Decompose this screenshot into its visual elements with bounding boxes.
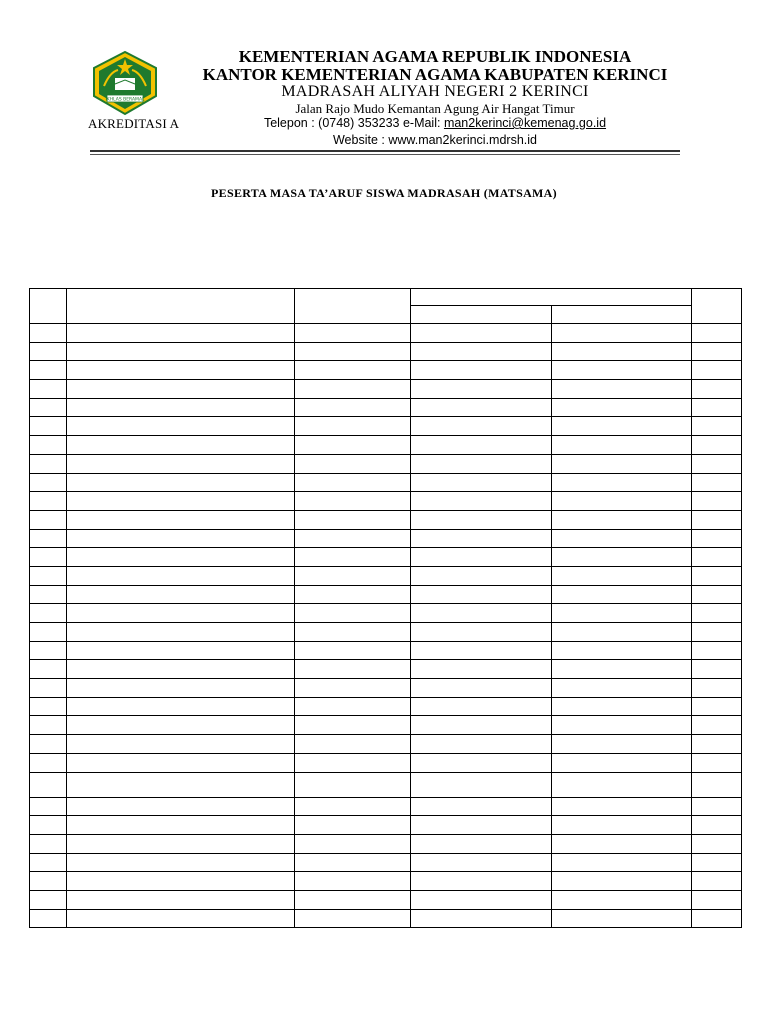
- table-cell: [552, 753, 692, 772]
- table-cell: [30, 890, 67, 909]
- table-cell: [692, 342, 742, 361]
- table-cell: [67, 753, 295, 772]
- header-cell: [692, 289, 742, 324]
- table-cell: [411, 510, 552, 529]
- table-row: [30, 753, 742, 772]
- table-cell: [692, 909, 742, 928]
- table-cell: [67, 398, 295, 417]
- table-cell: [411, 585, 552, 604]
- table-cell: [67, 872, 295, 891]
- table-cell: [552, 816, 692, 835]
- table-cell: [552, 454, 692, 473]
- table-cell: [295, 909, 411, 928]
- table-cell: [67, 816, 295, 835]
- table-cell: [692, 361, 742, 380]
- website-line: Website : www.man2kerinci.mdrsh.id: [332, 133, 537, 147]
- table-cell: [67, 890, 295, 909]
- table-cell: [552, 566, 692, 585]
- table-cell: [692, 454, 742, 473]
- table-cell: [411, 454, 552, 473]
- table-cell: [30, 324, 67, 343]
- table-row: [30, 853, 742, 872]
- table-cell: [692, 529, 742, 548]
- table-cell: [692, 890, 742, 909]
- table-cell: [30, 853, 67, 872]
- table-row: [30, 398, 742, 417]
- table-cell: [67, 510, 295, 529]
- table-cell: [552, 716, 692, 735]
- table-cell: [67, 380, 295, 399]
- table-cell: [411, 380, 552, 399]
- table-cell: [67, 566, 295, 585]
- table-row: [30, 816, 742, 835]
- table-cell: [67, 361, 295, 380]
- table-row: [30, 834, 742, 853]
- table-cell: [67, 436, 295, 455]
- table-cell: [30, 473, 67, 492]
- header-cell: [411, 289, 692, 306]
- table-cell: [552, 853, 692, 872]
- table-cell: [411, 548, 552, 567]
- table-cell: [552, 834, 692, 853]
- table-row: [30, 492, 742, 511]
- table-cell: [67, 417, 295, 436]
- table-cell: [30, 797, 67, 816]
- table-cell: [67, 660, 295, 679]
- table-cell: [692, 872, 742, 891]
- table-cell: [552, 623, 692, 642]
- table-cell: [692, 324, 742, 343]
- contact-line: [170, 116, 700, 130]
- table-cell: [295, 529, 411, 548]
- table-cell: [67, 585, 295, 604]
- table-cell: [411, 872, 552, 891]
- table-cell: [552, 436, 692, 455]
- table-cell: [295, 604, 411, 623]
- ministry-logo: [90, 50, 160, 116]
- table-cell: [295, 753, 411, 772]
- table-cell: [30, 909, 67, 928]
- table-cell: [552, 604, 692, 623]
- table-row: [30, 660, 742, 679]
- table-cell: [552, 510, 692, 529]
- table-cell: [67, 454, 295, 473]
- table-cell: [30, 436, 67, 455]
- table-cell: [692, 585, 742, 604]
- table-cell: [552, 473, 692, 492]
- letterhead-rule-thin: [90, 154, 680, 155]
- table-cell: [295, 834, 411, 853]
- table-cell: [30, 342, 67, 361]
- table-cell: [411, 417, 552, 436]
- table-cell: [295, 797, 411, 816]
- table-cell: [692, 623, 742, 642]
- table-cell: [692, 679, 742, 698]
- table-row: [30, 697, 742, 716]
- svg-text:IKHLAS BERAMAL: IKHLAS BERAMAL: [105, 97, 145, 103]
- address: Jalan Rajo Mudo Kemantan Agung Air Hangat Timur: [295, 101, 575, 116]
- table-cell: [411, 324, 552, 343]
- table-cell: [411, 473, 552, 492]
- table-cell: [67, 641, 295, 660]
- table-cell: [67, 548, 295, 567]
- table-cell: [692, 492, 742, 511]
- table-cell: [30, 510, 67, 529]
- table-cell: [552, 548, 692, 567]
- header-cell: [30, 289, 67, 324]
- table-cell: [30, 716, 67, 735]
- table-row: [30, 604, 742, 623]
- table-row: [30, 324, 742, 343]
- table-cell: [411, 660, 552, 679]
- table-cell: [411, 697, 552, 716]
- header-cell: [552, 306, 692, 324]
- table-cell: [552, 492, 692, 511]
- table-row: [30, 679, 742, 698]
- table-cell: [30, 623, 67, 642]
- table-cell: [295, 816, 411, 835]
- table-row: [30, 380, 742, 399]
- school-name: MADRASAH ALIYAH NEGERI 2 KERINCI: [281, 83, 589, 100]
- table-cell: [30, 417, 67, 436]
- table-cell: [411, 753, 552, 772]
- table-cell: [67, 623, 295, 642]
- table-cell: [30, 548, 67, 567]
- table-cell: [411, 566, 552, 585]
- table-cell: [30, 772, 67, 797]
- participant-table: [29, 288, 742, 928]
- table-cell: [692, 604, 742, 623]
- table-cell: [552, 735, 692, 754]
- table-cell: [552, 380, 692, 399]
- table-cell: [692, 753, 742, 772]
- table-cell: [295, 548, 411, 567]
- table-cell: [692, 853, 742, 872]
- table-cell: [692, 417, 742, 436]
- table-cell: [30, 753, 67, 772]
- table-cell: [692, 834, 742, 853]
- table-row: [30, 585, 742, 604]
- table-cell: [552, 890, 692, 909]
- table-cell: [295, 890, 411, 909]
- table-cell: [411, 641, 552, 660]
- table-header-row: [30, 289, 742, 306]
- table-cell: [295, 492, 411, 511]
- header-cell: [295, 289, 411, 324]
- table-cell: [552, 361, 692, 380]
- table-cell: [692, 548, 742, 567]
- table-row: [30, 436, 742, 455]
- table-cell: [30, 735, 67, 754]
- table-row: [30, 872, 742, 891]
- table-cell: [552, 529, 692, 548]
- table-cell: [67, 492, 295, 511]
- table-cell: [295, 454, 411, 473]
- table-cell: [295, 872, 411, 891]
- table-cell: [67, 473, 295, 492]
- table-cell: [67, 697, 295, 716]
- table-cell: [295, 342, 411, 361]
- table-cell: [295, 566, 411, 585]
- letterhead-rule-thick: [90, 150, 680, 152]
- table-cell: [411, 361, 552, 380]
- table-cell: [30, 492, 67, 511]
- table-row: [30, 641, 742, 660]
- table-cell: [552, 909, 692, 928]
- table-cell: [30, 454, 67, 473]
- table-cell: [67, 909, 295, 928]
- table-row: [30, 342, 742, 361]
- table-cell: [552, 660, 692, 679]
- table-cell: [692, 473, 742, 492]
- table-cell: [411, 890, 552, 909]
- table-cell: [411, 735, 552, 754]
- table-cell: [30, 529, 67, 548]
- table-cell: [67, 853, 295, 872]
- table-cell: [30, 660, 67, 679]
- table-cell: [411, 716, 552, 735]
- table-cell: [411, 398, 552, 417]
- table-cell: [30, 872, 67, 891]
- table-row: [30, 797, 742, 816]
- table-row: [30, 890, 742, 909]
- table-cell: [552, 872, 692, 891]
- table-row: [30, 735, 742, 754]
- table-cell: [30, 834, 67, 853]
- table-row: [30, 510, 742, 529]
- table-cell: [692, 380, 742, 399]
- table-cell: [552, 697, 692, 716]
- table-row: [30, 623, 742, 642]
- table-cell: [295, 398, 411, 417]
- table-row: [30, 772, 742, 797]
- table-cell: [411, 342, 552, 361]
- table-cell: [295, 623, 411, 642]
- table-cell: [411, 529, 552, 548]
- table-cell: [67, 797, 295, 816]
- accreditation-label: AKREDITASI A: [88, 116, 180, 131]
- header-cell: [411, 306, 552, 324]
- table-cell: [552, 398, 692, 417]
- table-cell: [67, 342, 295, 361]
- table-cell: [552, 417, 692, 436]
- table-row: [30, 529, 742, 548]
- table-cell: [411, 623, 552, 642]
- table-cell: [692, 716, 742, 735]
- table-cell: [692, 510, 742, 529]
- table-cell: [295, 679, 411, 698]
- table-cell: [411, 772, 552, 797]
- table-cell: [67, 604, 295, 623]
- table-cell: [411, 834, 552, 853]
- table-cell: [295, 735, 411, 754]
- table-row: [30, 454, 742, 473]
- table-cell: [295, 380, 411, 399]
- table-cell: [67, 324, 295, 343]
- table-cell: [295, 324, 411, 343]
- table-cell: [411, 853, 552, 872]
- table-cell: [692, 735, 742, 754]
- table-row: [30, 566, 742, 585]
- table-cell: [411, 797, 552, 816]
- table-cell: [692, 660, 742, 679]
- office-name: KANTOR KEMENTERIAN AGAMA KABUPATEN KERINCI: [202, 65, 668, 84]
- table-cell: [411, 816, 552, 835]
- table-cell: [411, 604, 552, 623]
- table-cell: [411, 679, 552, 698]
- table-cell: [67, 834, 295, 853]
- table-cell: [692, 697, 742, 716]
- table-cell: [30, 566, 67, 585]
- table-row: [30, 909, 742, 928]
- table-cell: [552, 342, 692, 361]
- table-cell: [692, 436, 742, 455]
- table-cell: [552, 797, 692, 816]
- table-cell: [411, 492, 552, 511]
- table-cell: [295, 853, 411, 872]
- table-cell: [295, 772, 411, 797]
- table-cell: [295, 697, 411, 716]
- table-cell: [30, 679, 67, 698]
- table-cell: [30, 585, 67, 604]
- table-cell: [295, 716, 411, 735]
- table-cell: [30, 697, 67, 716]
- table-cell: [692, 566, 742, 585]
- table-cell: [692, 641, 742, 660]
- table-cell: [692, 398, 742, 417]
- table-cell: [295, 585, 411, 604]
- table-cell: [692, 816, 742, 835]
- table-cell: [295, 361, 411, 380]
- table-row: [30, 473, 742, 492]
- table-cell: [552, 679, 692, 698]
- table-cell: [30, 361, 67, 380]
- table-row: [30, 548, 742, 567]
- table-cell: [552, 772, 692, 797]
- table-cell: [552, 324, 692, 343]
- table-cell: [295, 417, 411, 436]
- table-cell: [30, 641, 67, 660]
- table-cell: [411, 436, 552, 455]
- table-cell: [30, 398, 67, 417]
- table-cell: [692, 772, 742, 797]
- document-title: PESERTA MASA TA’ARUF SISWA MADRASAH (MATSAMA): [211, 186, 557, 200]
- table-row: [30, 361, 742, 380]
- table-cell: [67, 735, 295, 754]
- table-cell: [67, 716, 295, 735]
- table-cell: [692, 797, 742, 816]
- table-cell: [552, 585, 692, 604]
- table-cell: [411, 909, 552, 928]
- table-cell: [30, 380, 67, 399]
- table-cell: [295, 660, 411, 679]
- ministry-name: KEMENTERIAN AGAMA REPUBLIK INDONESIA: [238, 47, 632, 66]
- table-cell: [295, 641, 411, 660]
- table-cell: [295, 510, 411, 529]
- phone-text: Telepon : (0748) 353233 e-Mail:: [263, 116, 444, 130]
- table-cell: [67, 679, 295, 698]
- table-cell: [30, 604, 67, 623]
- table-cell: [295, 473, 411, 492]
- email-link[interactable]: man2kerinci@kemenag.go.id: [443, 116, 607, 130]
- header-cell: [67, 289, 295, 324]
- table-cell: [295, 436, 411, 455]
- table-row: [30, 716, 742, 735]
- table-cell: [67, 529, 295, 548]
- table-cell: [67, 772, 295, 797]
- table-cell: [30, 816, 67, 835]
- table-cell: [552, 641, 692, 660]
- table-row: [30, 417, 742, 436]
